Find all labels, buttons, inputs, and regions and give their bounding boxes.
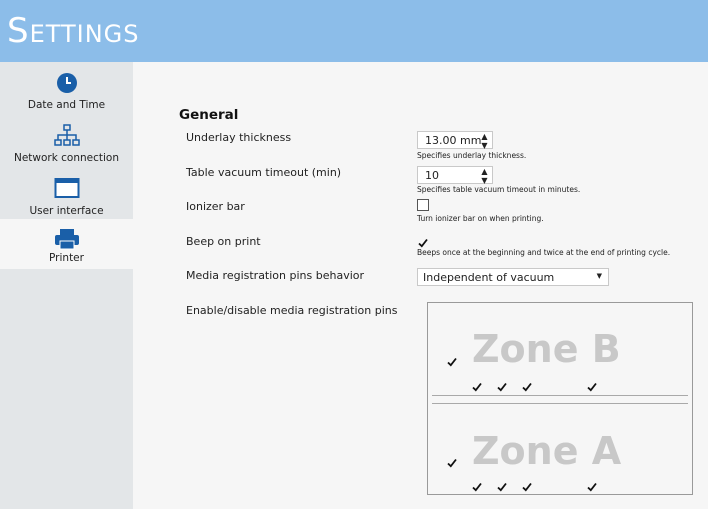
vacuum-timeout-label: Table vacuum timeout (min) bbox=[186, 166, 342, 179]
checkmark-icon bbox=[471, 381, 483, 393]
ionizer-bar-hint: Turn ionizer bar on when printing. bbox=[417, 214, 544, 223]
underlay-thickness-hint: Specifies underlay thickness. bbox=[417, 151, 527, 160]
window-icon bbox=[0, 177, 133, 203]
sidebar-item-user-interface[interactable] bbox=[0, 172, 133, 224]
pins-zone-panel bbox=[427, 302, 693, 495]
checkmark-icon bbox=[471, 481, 483, 493]
underlay-thickness-input[interactable] bbox=[417, 131, 493, 149]
zone-b-checkbox[interactable] bbox=[446, 353, 458, 365]
sidebar-item-printer[interactable] bbox=[0, 219, 133, 269]
checkmark-icon bbox=[446, 457, 458, 469]
printer-icon bbox=[0, 228, 133, 254]
zone-a-pin-3-checkbox[interactable] bbox=[521, 478, 533, 490]
chevron-down-icon: ▼ bbox=[596, 272, 602, 280]
sidebar-item-label: Network connection bbox=[13, 152, 120, 164]
checkmark-icon bbox=[496, 381, 508, 393]
sidebar bbox=[0, 62, 133, 509]
zone-a-label: Zone A bbox=[472, 429, 622, 473]
zone-divider bbox=[432, 403, 688, 404]
section-title: General bbox=[179, 107, 239, 123]
vacuum-timeout-value: 10 bbox=[425, 169, 439, 182]
zone-b-pin-1-checkbox[interactable] bbox=[471, 378, 483, 390]
vacuum-timeout-hint: Specifies table vacuum timeout in minutes. bbox=[417, 185, 581, 194]
sidebar-item-date-time[interactable] bbox=[0, 66, 133, 118]
checkmark-icon bbox=[446, 356, 458, 368]
zone-b-pin-4-checkbox[interactable] bbox=[586, 378, 598, 390]
enable-pins-label: Enable/disable media registration pins bbox=[186, 304, 398, 317]
checkmark-icon bbox=[586, 381, 598, 393]
zone-b-pin-2-checkbox[interactable] bbox=[496, 378, 508, 390]
checkmark-icon bbox=[496, 481, 508, 493]
zone-a-pin-1-checkbox[interactable] bbox=[471, 478, 483, 490]
zone-a-checkbox[interactable] bbox=[446, 454, 458, 466]
ionizer-bar-checkbox[interactable] bbox=[417, 199, 429, 211]
zone-a-pin-2-checkbox[interactable] bbox=[496, 478, 508, 490]
sidebar-item-label: Printer bbox=[49, 252, 84, 264]
app-title: Settings bbox=[7, 11, 140, 51]
main-panel bbox=[133, 62, 708, 509]
spin-arrows-icon[interactable]: ▲ ▼ bbox=[481, 167, 488, 185]
media-behavior-label: Media registration pins behavior bbox=[186, 269, 365, 282]
media-behavior-select[interactable] bbox=[417, 268, 609, 286]
media-behavior-value: Independent of vacuum bbox=[423, 271, 555, 284]
zone-divider bbox=[432, 395, 688, 396]
checkmark-icon bbox=[586, 481, 598, 493]
zone-b-label: Zone B bbox=[472, 327, 621, 371]
beep-on-print-label: Beep on print bbox=[186, 235, 261, 248]
sidebar-item-label: User interface bbox=[29, 205, 104, 217]
checkmark-icon bbox=[521, 481, 533, 493]
underlay-thickness-label: Underlay thickness bbox=[186, 131, 292, 144]
beep-on-print-hint: Beeps once at the beginning and twice at the end of printing cycle. bbox=[417, 248, 671, 257]
vacuum-timeout-input[interactable] bbox=[417, 166, 493, 184]
app-header bbox=[0, 0, 708, 62]
clock-icon bbox=[0, 71, 133, 97]
spin-arrows-icon[interactable]: ▲ ▼ bbox=[481, 132, 488, 150]
sidebar-item-label: Date and Time bbox=[27, 99, 106, 111]
sidebar-item-network[interactable] bbox=[0, 119, 133, 171]
zone-b-pin-3-checkbox[interactable] bbox=[521, 378, 533, 390]
beep-on-print-checkbox[interactable] bbox=[417, 234, 429, 246]
network-icon bbox=[0, 124, 133, 150]
underlay-thickness-value: 13.00 mm bbox=[425, 134, 482, 147]
zone-a-pin-4-checkbox[interactable] bbox=[586, 478, 598, 490]
ionizer-bar-label: Ionizer bar bbox=[186, 200, 245, 213]
checkmark-icon bbox=[521, 381, 533, 393]
